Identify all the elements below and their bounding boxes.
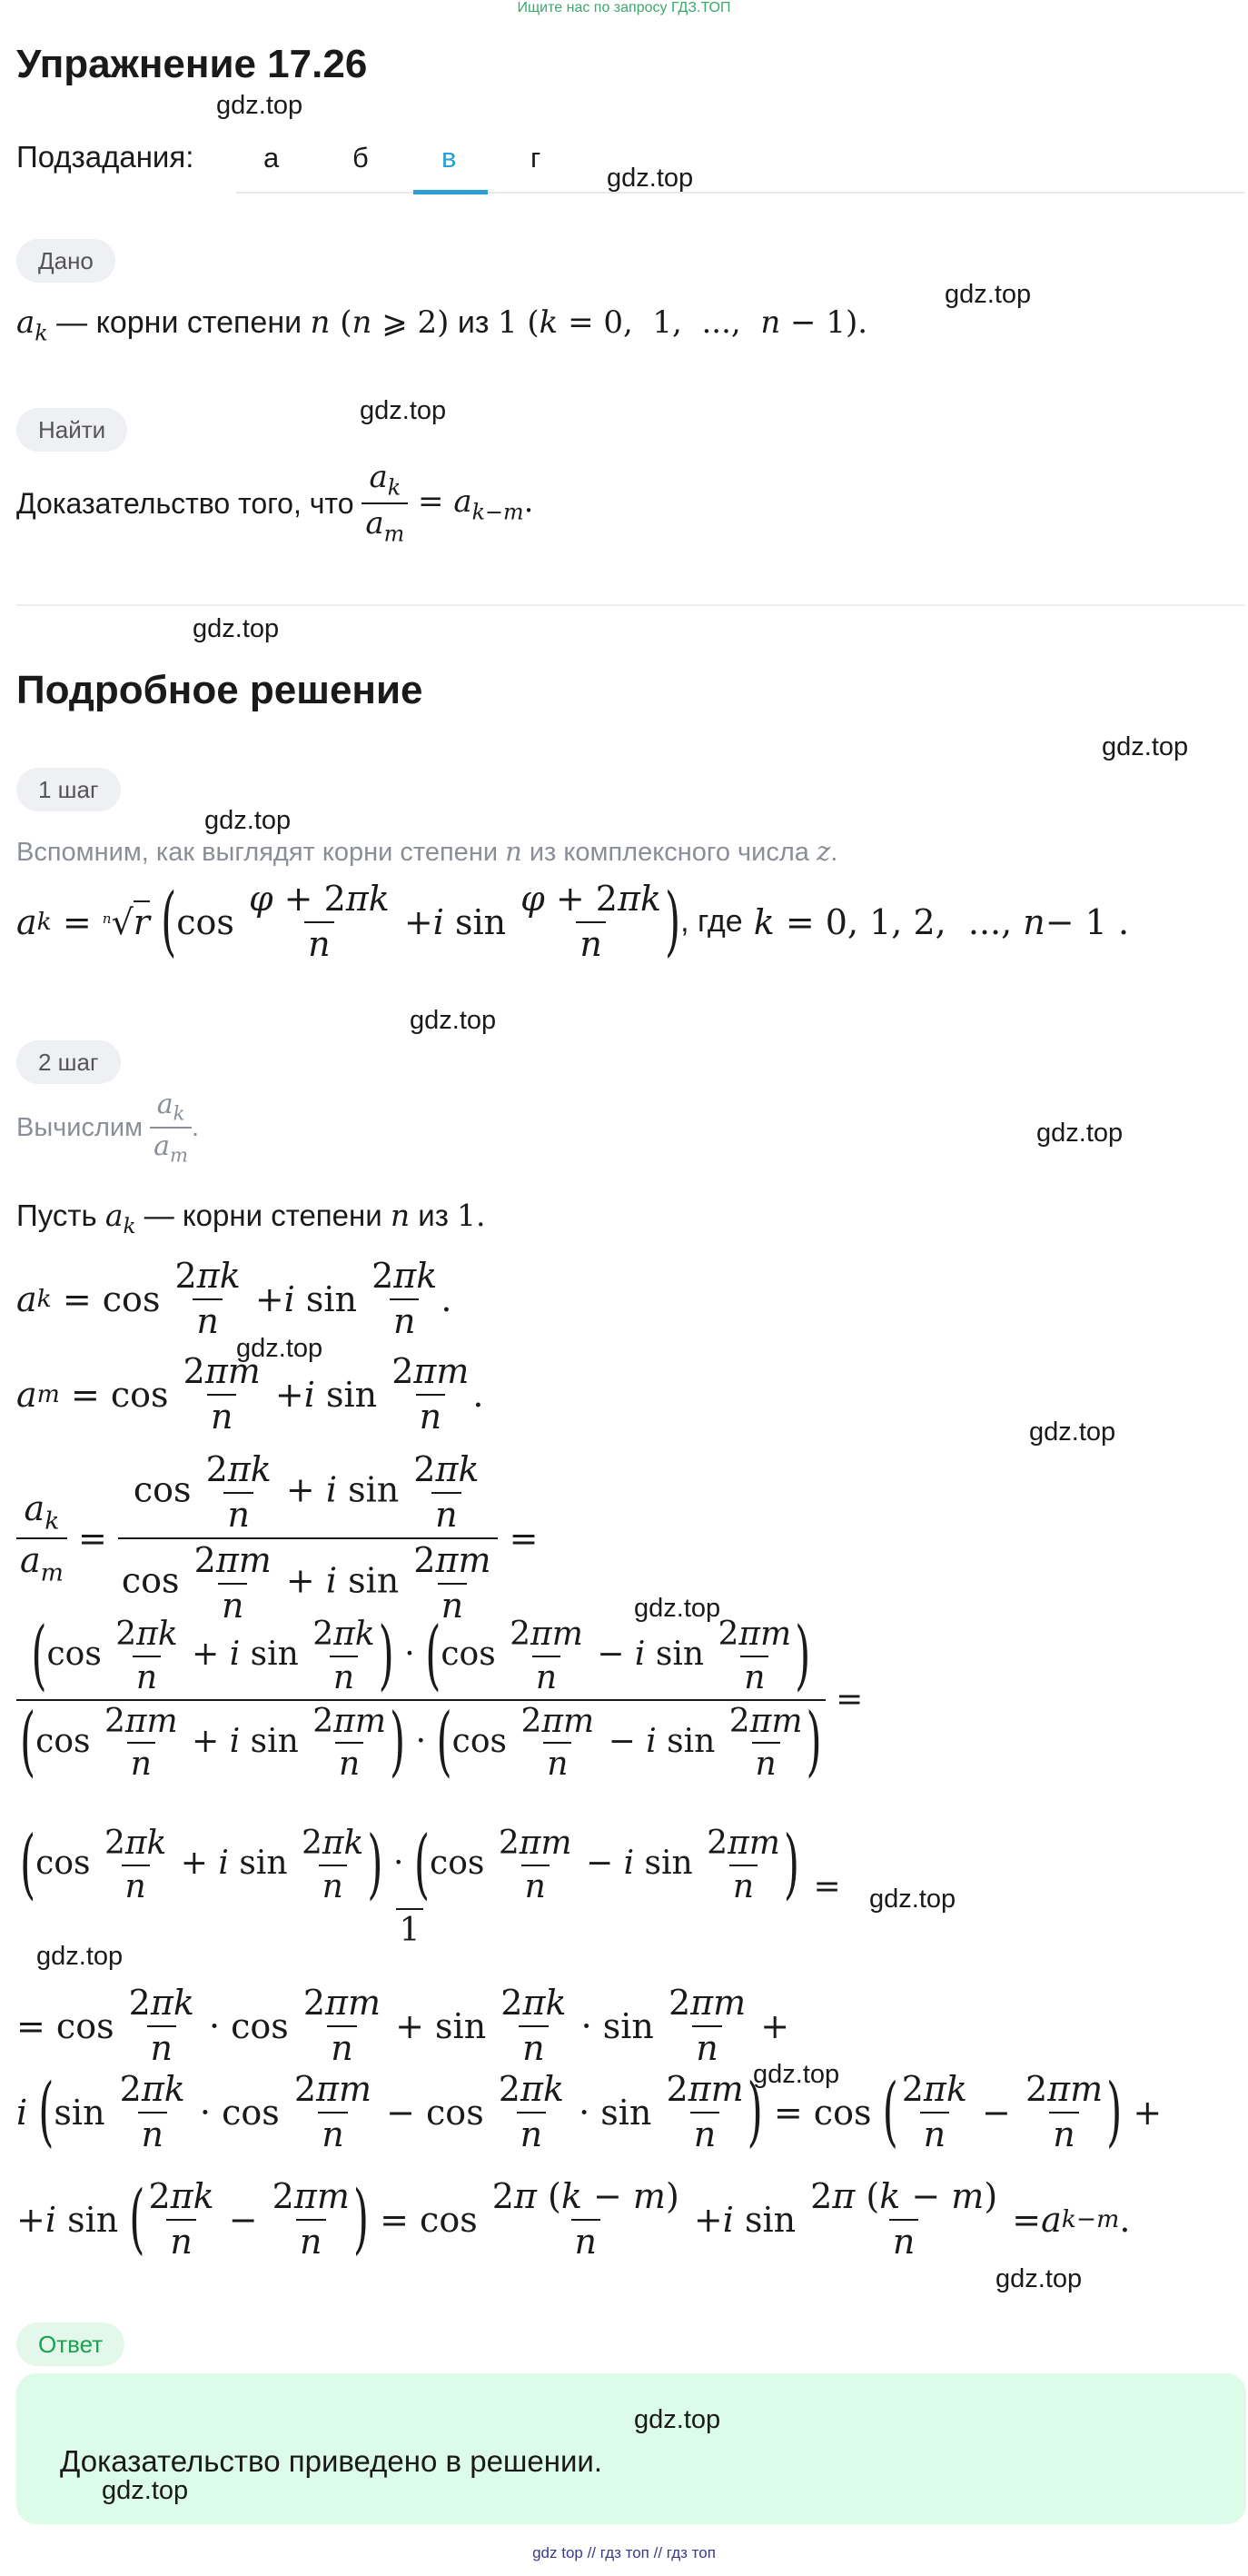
watermark: gdz.top: [410, 1006, 497, 1035]
find-statement: Доказательство того, что $\frac{a_k}{a_m}$ = $a_{k-m}$.: [16, 459, 534, 547]
watermark: gdz.top: [634, 1594, 721, 1623]
watermark: gdz.top: [1102, 732, 1189, 761]
watermark: gdz.top: [995, 2264, 1083, 2293]
step2-let-suffix: — корни степени: [144, 1198, 382, 1232]
given-ak: $a_k$: [16, 304, 48, 346]
find-fraction: $\frac{a_k}{a_m}$: [362, 462, 408, 546]
tab-v[interactable]: в: [441, 142, 457, 174]
watermark: gdz.top: [869, 1885, 956, 1914]
given-n-condition: n (n ⩾ 2): [310, 304, 450, 341]
step1-hint-prefix: Вспомним, как выглядят корни степени: [16, 838, 499, 867]
step2-badge: 2 шаг: [16, 1040, 121, 1084]
watermark: gdz.top: [216, 91, 303, 120]
eq-conjugate: (cos $\frac{2\pi k}{n}$ + i sin $\frac{2\pi k}{n}$ ) · (cos $\frac{2\pi m}{n}$ − i sin $\frac{2\pi m}{n}$ ) (cos $\frac{2\pi m}{n}$ + i sin $\frac{2\pi m}{n}$ ) · (cos $\frac{2\pi m}{n}$ − i sin $\frac{2\pi m}{n}$ ) =: [16, 1617, 863, 1782]
eq-expand-3: + i sin ( $\frac{2\pi k}{n}$ − $\frac{2\pi m}{n}$ ) = cos $\frac{2\pi (k - m)}{n}$ + i sin $\frac{2\pi (k - m)}{n}$ = a k−m .: [16, 2175, 1131, 2264]
tabs-divider: [236, 192, 1244, 194]
top-note: Ищите нас по запросу ГДЗ.ТОП: [517, 0, 731, 15]
step2-let-prefix: Пусть: [16, 1198, 97, 1232]
find-text: Доказательство того, что: [16, 486, 354, 520]
active-tab-indicator: [413, 190, 488, 194]
watermark: gdz.top: [193, 614, 280, 643]
answer-text: Доказательство приведено в решении.: [60, 2444, 603, 2478]
find-badge: Найти: [16, 408, 127, 452]
watermark: gdz.top: [945, 280, 1032, 309]
answer-badge: Ответ: [16, 2322, 124, 2366]
section-divider: [16, 604, 1244, 606]
given-text-from: из: [457, 305, 490, 340]
step1-where: , где: [680, 904, 743, 940]
step2-let: Пусть $a_k$ — корни степени n из 1.: [16, 1198, 486, 1239]
given-statement: [16, 304, 867, 345]
footer-links[interactable]: gdz top // гдз топ // гдз топ: [532, 2544, 716, 2561]
step1-badge: 1 шаг: [16, 768, 121, 811]
step2-hint: Вычислим $\frac{a_k}{a_m}$ .: [16, 1089, 199, 1167]
eq-expand-2: i ( sin $\frac{2\pi k}{n}$ · cos $\frac{2\pi m}{n}$ − cos $\frac{2\pi k}{n}$ · sin $\frac{2\pi m}{n}$ ) = cos ( $\frac{2\pi k}{n}$ − $\frac{2\pi m}{n}$ ) +: [16, 2068, 1163, 2157]
tab-a[interactable]: а: [263, 142, 280, 174]
given-text-roots: — корни степени: [56, 305, 302, 340]
step1-hint-middle: из комплексного числа: [529, 838, 809, 867]
given-badge: Дано: [16, 239, 115, 283]
step1-formula: a k = $^n$√r ( cos $\frac{\varphi + 2\pi k}{n}$ + i sin $\frac{\varphi + 2\pi k}{n}$ ) , где k = 0, 1, 2, ..., n − 1 .: [16, 878, 1130, 967]
watermark: gdz.top: [204, 806, 292, 835]
eq-over-one: (cos $\frac{2\pi k}{n}$ + i sin $\frac{2\pi k}{n}$ ) · (cos $\frac{2\pi m}{n}$ − i sin $\frac{2\pi m}{n}$ ) 1 =: [20, 1820, 841, 1949]
eq-ratio: $\frac{a_k}{a_m}$ = cos $\frac{2\pi k}{n}$ + i sin $\frac{2\pi k}{n}$ cos $\frac{2\pi m}{n}$ + i sin $\frac{2\pi m}{n}$ =: [16, 1452, 538, 1625]
watermark: gdz.top: [753, 2060, 840, 2089]
step1-hint: Вспомним, как выглядят корни степени n из комплексного числа z.: [16, 836, 838, 867]
eq-ak: a k = cos $\frac{2\pi k}{n}$ + i sin $\frac{2\pi k}{n}$ .: [16, 1256, 452, 1341]
watermark: gdz.top: [102, 2476, 189, 2505]
watermark: gdz.top: [36, 1942, 124, 1971]
tab-b[interactable]: б: [352, 142, 369, 174]
solution-title: Подробное решение: [16, 668, 423, 712]
tab-g[interactable]: г: [530, 142, 541, 174]
page-title: Упражнение 17.26: [16, 42, 368, 86]
eq-expand-1: = cos $\frac{2\pi k}{n}$ · cos $\frac{2\pi m}{n}$ + sin $\frac{2\pi k}{n}$ · sin $\frac{2\pi m}{n}$ +: [16, 1983, 790, 2068]
watermark: gdz.top: [360, 396, 447, 425]
watermark: gdz.top: [1029, 1417, 1116, 1447]
given-k-range: 1 (k = 0, 1, ..., n − 1).: [497, 304, 868, 341]
eq-am: a m = cos $\frac{2\pi m}{n}$ + i sin $\frac{2\pi m}{n}$ .: [16, 1351, 484, 1437]
step2-hint-text: Вычислим: [16, 1112, 144, 1142]
subtasks-label: Подзадания:: [16, 140, 194, 174]
watermark: gdz.top: [236, 1334, 323, 1363]
watermark: gdz.top: [1036, 1119, 1124, 1148]
watermark: gdz.top: [607, 164, 694, 193]
watermark: gdz.top: [634, 2405, 721, 2434]
step2-let-from: из: [418, 1198, 449, 1232]
